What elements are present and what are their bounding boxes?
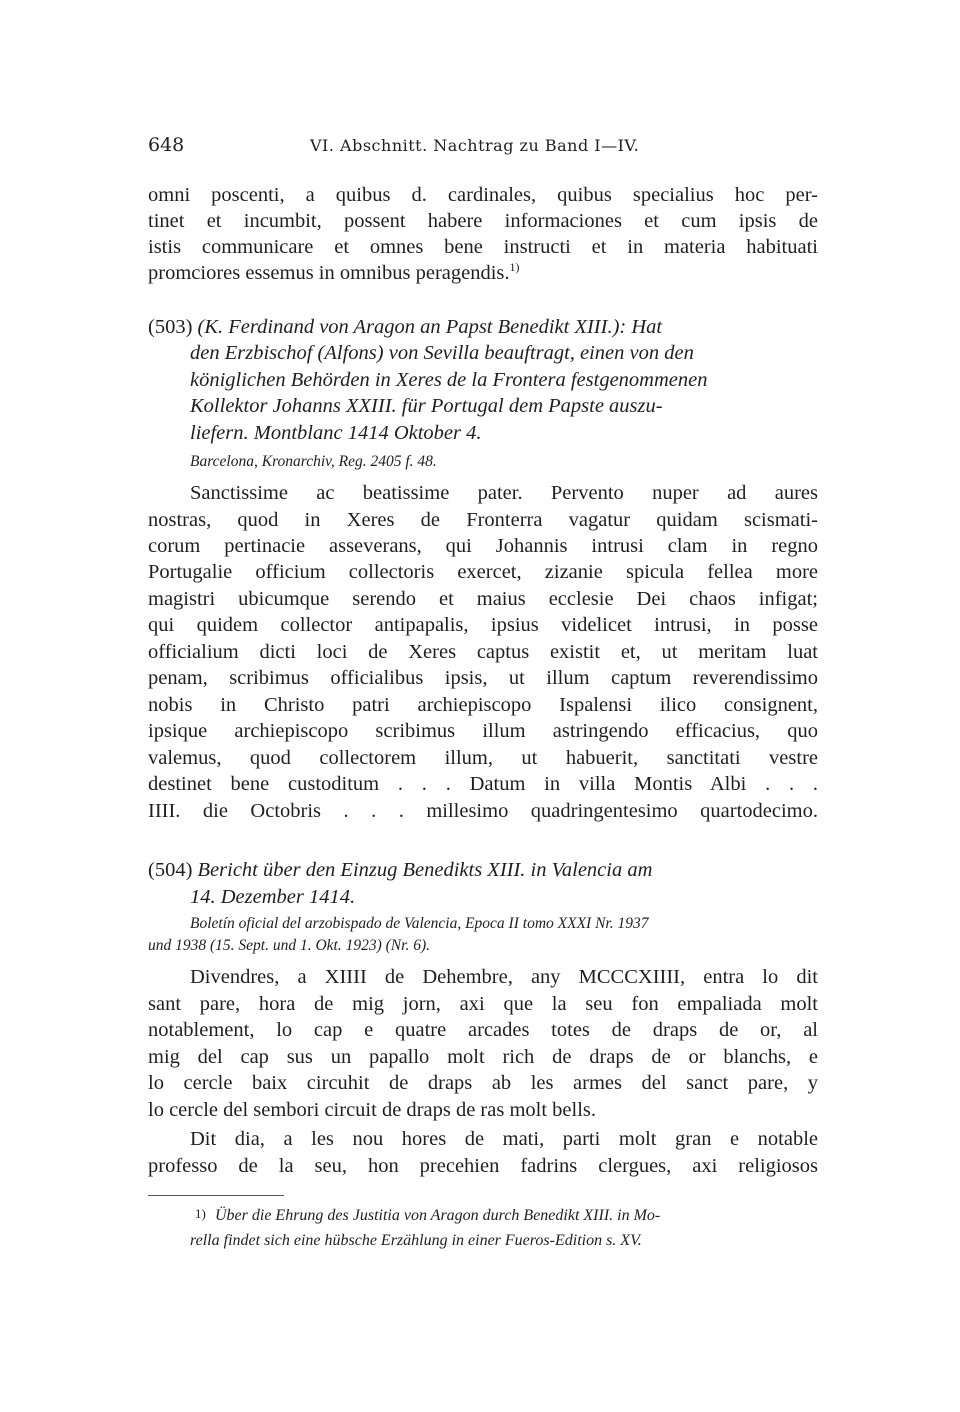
body-line: lo cercle del sembori circuit de draps de ras molt bells.	[148, 1099, 596, 1121]
footnote-marker: 1)	[195, 1206, 206, 1221]
entry-504-heading-text: Bericht über den Einzug Benedikts XIII. in Valencia am	[197, 859, 653, 881]
body-line: nobis in Christo patri archiepiscopo Ispalensi ilico consignent,	[148, 694, 818, 716]
body-line: qui quidem collector antipapalis, ipsius videlicet intrusi, in posse	[148, 614, 818, 636]
entry-503-heading-line: den Erzbischof (Alfons) von Sevilla beauftragt, einen von den	[190, 342, 694, 364]
entry-503-heading-line	[148, 313, 818, 341]
entry-503-heading-line: königlichen Behörden in Xeres de la Frontera festgenommenen	[190, 369, 708, 391]
footnote-reference: 1)	[509, 260, 520, 275]
entry-503-heading-text: (K. Ferdinand von Aragon an Papst Benedikt XIII.): Hat	[197, 316, 663, 338]
body-line: ipsique archiepiscopo scribimus illum astringendo efficacius, quo	[148, 720, 818, 742]
body-line: lo cercle baix circuhit de draps ab les armes del sanct pare, y	[148, 1072, 818, 1094]
body-line: penam, scribimus officialibus ipsis, ut illum captum reverendissimo	[148, 667, 818, 689]
body-line: valemus, quod collectorem illum, ut habuerit, sanctitati vestre	[148, 747, 818, 769]
body-line: Portugalie officium collectoris exercet, zizanie spicula fellea more	[148, 561, 818, 583]
entry-504-heading-line	[148, 856, 818, 884]
entry-504-number: (504)	[148, 859, 193, 881]
body-line-last	[148, 259, 818, 287]
body-line: professo de la seu, hon precehien fadrins clergues, axi religiosos	[148, 1155, 818, 1177]
body-line: sant pare, hora de mig jorn, axi que la seu fon empaliada molt	[148, 993, 818, 1015]
body-line: mig del cap sus un papallo molt rich de draps de or blanchs, e	[148, 1046, 818, 1068]
body-line: destinet bene custoditum . . . Datum in villa Montis Albi . . .	[148, 773, 818, 795]
entry-503-heading-line: Kollektor Johanns XXIII. für Portugal dem Papste auszu-	[190, 395, 663, 417]
body-line: omni poscenti, a quibus d. cardinales, quibus specialius hoc per-	[148, 184, 818, 206]
body-line: magistri ubicumque serendo et maius ecclesie Dei chaos infigat;	[148, 588, 818, 610]
footnote-rule	[148, 1195, 284, 1196]
entry-504-heading-line: 14. Dezember 1414.	[190, 886, 356, 908]
body-line: Divendres, a XIIII de Dehembre, any MCCCXIIII, entra lo dit	[190, 966, 818, 988]
body-line: notablement, lo cap e quatre arcades totes de draps de or, al	[148, 1019, 818, 1041]
body-line: officialium dicti loci de Xeres captus existit et, ut meritam luat	[148, 641, 818, 663]
body-line: Sanctissime ac beatissime pater. Pervento nuper ad aures	[190, 482, 818, 504]
entry-504-source-line: und 1938 (15. Sept. und 1. Okt. 1923) (Nr. 6).	[148, 937, 430, 954]
running-head: VI. Abschnitt. Nachtrag zu Band I—IV.	[310, 136, 640, 155]
page-header	[148, 128, 828, 164]
body-line: nostras, quod in Xeres de Fronterra vagatur quidam scismati-	[148, 509, 818, 531]
body-line: corum pertinacie asseverans, qui Johannis intrusi clam in regno	[148, 535, 818, 557]
entry-503-heading-line: liefern. Montblanc 1414 Oktober 4.	[190, 422, 482, 444]
page-number: 648	[148, 134, 185, 156]
body-line: istis communicare et omnes bene instructi et in materia habituati	[148, 236, 818, 258]
body-line: tinet et incumbit, possent habere informaciones et cum ipsis de	[148, 210, 818, 232]
footnote-line: Über die Ehrung des Justitia von Aragon durch Benedikt XIII. in Mo-	[215, 1207, 661, 1224]
body-line-text: promciores essemus in omnibus peragendis.	[148, 262, 510, 284]
entry-503-source: Barcelona, Kronarchiv, Reg. 2405 f. 48.	[190, 453, 437, 470]
body-line: Dit dia, a les nou hores de mati, parti molt gran e notable	[190, 1128, 818, 1150]
footnote-line: rella findet sich eine hübsche Erzählung in einer Fueros-Edition s. XV.	[190, 1232, 642, 1249]
entry-503-number: (503)	[148, 316, 193, 338]
entry-504-source-line: Boletín oficial del arzobispado de Valencia, Epoca II tomo XXXI Nr. 1937	[190, 915, 649, 932]
body-line: IIII. die Octobris . . . millesimo quadringentesimo quartodecimo.	[148, 800, 818, 822]
